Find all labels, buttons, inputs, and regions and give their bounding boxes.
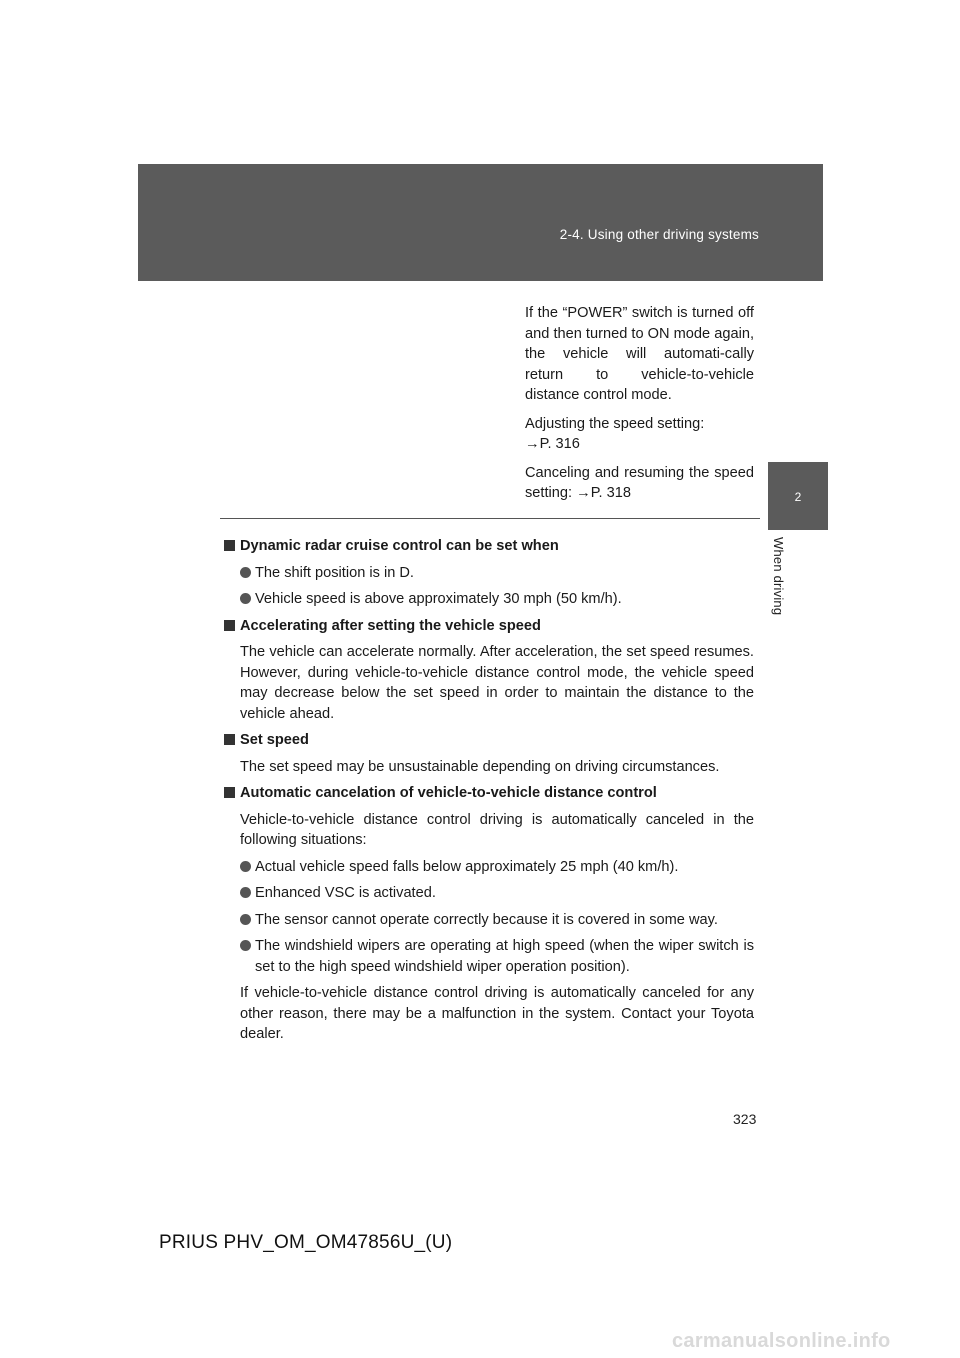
heading-text: Dynamic radar cruise control can be set when <box>240 538 559 554</box>
top-column <box>525 303 754 512</box>
paragraph: The set speed may be unsustainable depending on driving circumstances. <box>240 758 720 775</box>
square-bullet-icon <box>224 540 235 551</box>
circle-bullet-icon <box>240 887 251 898</box>
circle-bullet-icon <box>240 593 251 604</box>
list-item-text: Actual vehicle speed falls below approximately 25 mph (40 km/h). <box>255 858 679 875</box>
list-item <box>240 910 754 931</box>
section-heading <box>224 616 754 637</box>
watermark: carmanualsonline.info <box>672 1330 891 1352</box>
adjusting-page-ref: →P. 316 <box>525 436 580 452</box>
circle-bullet-icon <box>240 861 251 872</box>
list-item-text: Enhanced VSC is activated. <box>255 885 436 901</box>
paragraph: The vehicle can accelerate normally. After acceleration, the set speed resumes. However, during vehicle-to-vehicle distance control mode, the vehicle speed may decrease below the set speed in order to maintain the distance to the vehicle ahead. <box>240 644 754 722</box>
square-bullet-icon <box>224 734 235 745</box>
circle-bullet-icon <box>240 940 251 951</box>
top-paragraph-power-switch: If the “POWER” switch is turned off and then turned to ON mode again, the vehicle will automati-cally return to vehicle-to-vehicle distance control mode. <box>525 305 754 403</box>
heading-text: Set speed <box>240 732 309 748</box>
chapter-tab <box>768 462 828 530</box>
top-paragraph-adjusting <box>525 414 754 455</box>
circle-bullet-icon <box>240 567 251 578</box>
top-paragraph-canceling: Canceling and resuming the speed setting: →P. 318 <box>525 464 754 501</box>
section-heading <box>224 783 754 804</box>
square-bullet-icon <box>224 787 235 798</box>
list-item <box>240 563 754 584</box>
list-item <box>240 857 754 878</box>
chapter-number: 2 <box>794 490 802 504</box>
adjusting-label: Adjusting the speed setting: <box>525 415 705 432</box>
heading-text: Accelerating after setting the vehicle speed <box>240 617 541 634</box>
document-footer: PRIUS PHV_OM_OM47856U_(U) <box>159 1232 453 1253</box>
list-item <box>240 936 754 977</box>
section-heading <box>224 730 754 751</box>
page-number: 323 <box>733 1111 757 1127</box>
chapter-label: When driving <box>771 537 786 616</box>
list-item-text: The windshield wipers are operating at high speed (when the wiper switch is set to the high speed windshield wiper operation position). <box>255 938 754 975</box>
heading-text: Automatic cancelation of vehicle-to-vehicle distance control <box>240 785 657 801</box>
section-heading <box>224 536 754 557</box>
square-bullet-icon <box>224 620 235 631</box>
main-content <box>224 536 754 1051</box>
header-band <box>138 164 823 281</box>
list-item <box>240 589 754 610</box>
circle-bullet-icon <box>240 914 251 925</box>
list-item-text: Vehicle speed is above approximately 30 mph (50 km/h). <box>255 591 622 607</box>
paragraph: Vehicle-to-vehicle distance control driving is automatically canceled in the following situations: <box>240 811 754 848</box>
list-item-text: The sensor cannot operate correctly because it is covered in some way. <box>255 911 718 928</box>
list-item <box>240 883 754 904</box>
section-divider <box>220 518 760 519</box>
section-title: 2-4. Using other driving systems <box>559 227 759 242</box>
list-item-text: The shift position is in D. <box>255 564 414 581</box>
paragraph: If vehicle-to-vehicle distance control driving is automatically canceled for any other reason, there may be a malfunction in the system. Contact your Toyota dealer. <box>240 985 754 1042</box>
